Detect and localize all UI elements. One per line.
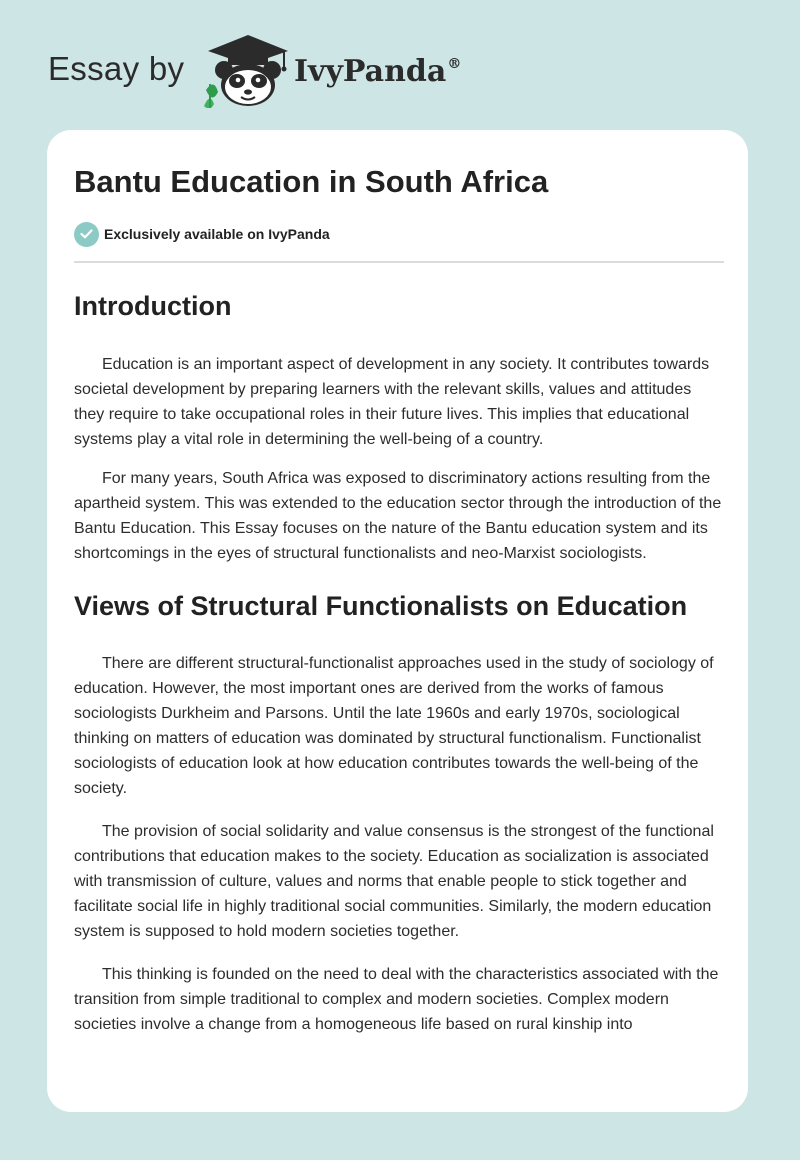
paragraph: For many years, South Africa was exposed to discriminatory actions resulting from the apartheid system. This was extended to the education sector through the introduction of the Bantu Education. This Essay focuses on the nature of the Bantu education system and its shortcomings in the eyes of structural functionalists and neo-Marxist sociologists. bbox=[74, 470, 722, 562]
exclusive-badge-label: Exclusively available on IvyPanda bbox=[104, 226, 330, 242]
registered-mark: ® bbox=[447, 56, 462, 72]
title-divider bbox=[74, 261, 724, 263]
paragraph: This thinking is founded on the need to deal with the characteristics associated with the transition from simple traditional to complex and modern societies. Complex modern societies involve a change from a homogeneous life based on rural kinship into bbox=[74, 966, 719, 1033]
panda-graduate-icon bbox=[200, 34, 292, 108]
paragraph: Education is an important aspect of development in any society. It contributes towards societal development by preparing learners with the relevant skills, values and attitudes they require to take occupational roles in their future lives. This implies that educational systems play a vital role in determining the well-being of a country. bbox=[74, 356, 710, 448]
exclusive-badge bbox=[74, 221, 330, 247]
section-heading: Introduction bbox=[74, 291, 232, 321]
essay-card bbox=[47, 130, 748, 1112]
paragraph: There are different structural-functionalist approaches used in the study of sociology of education. However, the most important ones are derived from the works of famous sociologists Durkheim and Parsons. Until the late 1960s and early 1970s, sociological thinking on matters of education was dominated by structural functionalism. Functionalist sociologists of education look at how education contributes towards the well-being of the society. bbox=[74, 655, 714, 797]
brand-prefix: Essay by bbox=[48, 50, 185, 87]
brand-name: IvyPanda® bbox=[294, 54, 462, 89]
brand-header bbox=[48, 32, 508, 112]
paragraph: The provision of social solidarity and value consensus is the strongest of the functional contributions that education makes to the society. Education as socialization is associated with transmission of culture, values and norms that enable people to stick together and facilitate social life in highly traditional social communities. Similarly, the modern education system is supposed to hold modern societies together. bbox=[74, 823, 714, 940]
page-title: Bantu Education in South Africa bbox=[74, 164, 549, 199]
section-heading: Views of Structural Functionalists on Education bbox=[74, 591, 688, 621]
check-circle-icon bbox=[74, 222, 99, 247]
essay-body bbox=[74, 286, 724, 1037]
